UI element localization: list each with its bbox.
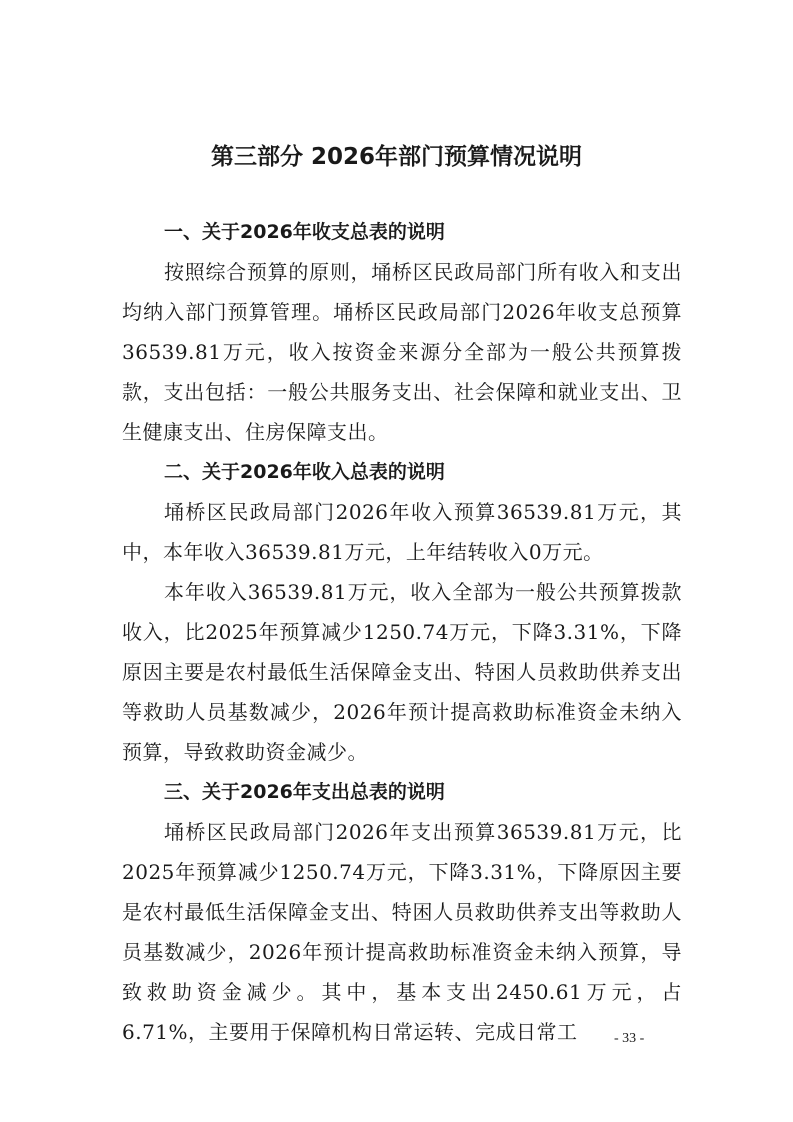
section-heading-1: 一、关于2026年收支总表的说明 (164, 221, 445, 243)
page-title: 第三部分 2026年部门预算情况说明 (210, 144, 583, 170)
page-number: - 33 - (614, 1031, 645, 1046)
section-2-paragraph-2: 本年收入36539.81万元，收入全部为一般公共预算拨款收入，比2025年预算减少1250.74万元，下降3.31%，下降原因主要是农村最低生活保障金支出、特困人员救助供养支出等救助人员基数减少，2026年预计提高救助标准资金未纳入预算，导致救助资金减少。 (122, 580, 682, 764)
section-1-paragraph-1: 按照综合预算的原则，埇桥区民政局部门所有收入和支出均纳入部门预算管理。埇桥区民政局部门2026年收支总预算36539.81万元，收入按资金来源分全部为一般公共预算拨款，支出包括：一般公共服务支出、社会保障和就业支出、卫生健康支出、住房保障支出。 (122, 260, 682, 444)
document-body (122, 212, 682, 1052)
section-heading-3: 三、关于2026年支出总表的说明 (164, 781, 445, 803)
section-3-paragraph-1: 埇桥区民政局部门2026年支出预算36539.81万元，比2025年预算减少1250.74万元，下降3.31%，下降原因主要是农村最低生活保障金支出、特困人员救助供养支出等救助人员基数减少，2026年预计提高救助标准资金未纳入预算，导致救助资金减少。其中，基本支出2450.61万元，占6.71%，主要用于保障机构日常运转、完成日常工 (122, 820, 682, 1044)
section-2-paragraph-1: 埇桥区民政局部门2026年收入预算36539.81万元，其中，本年收入36539.81万元，上年结转收入0万元。 (122, 500, 682, 564)
section-heading-2: 二、关于2026年收入总表的说明 (164, 461, 445, 483)
